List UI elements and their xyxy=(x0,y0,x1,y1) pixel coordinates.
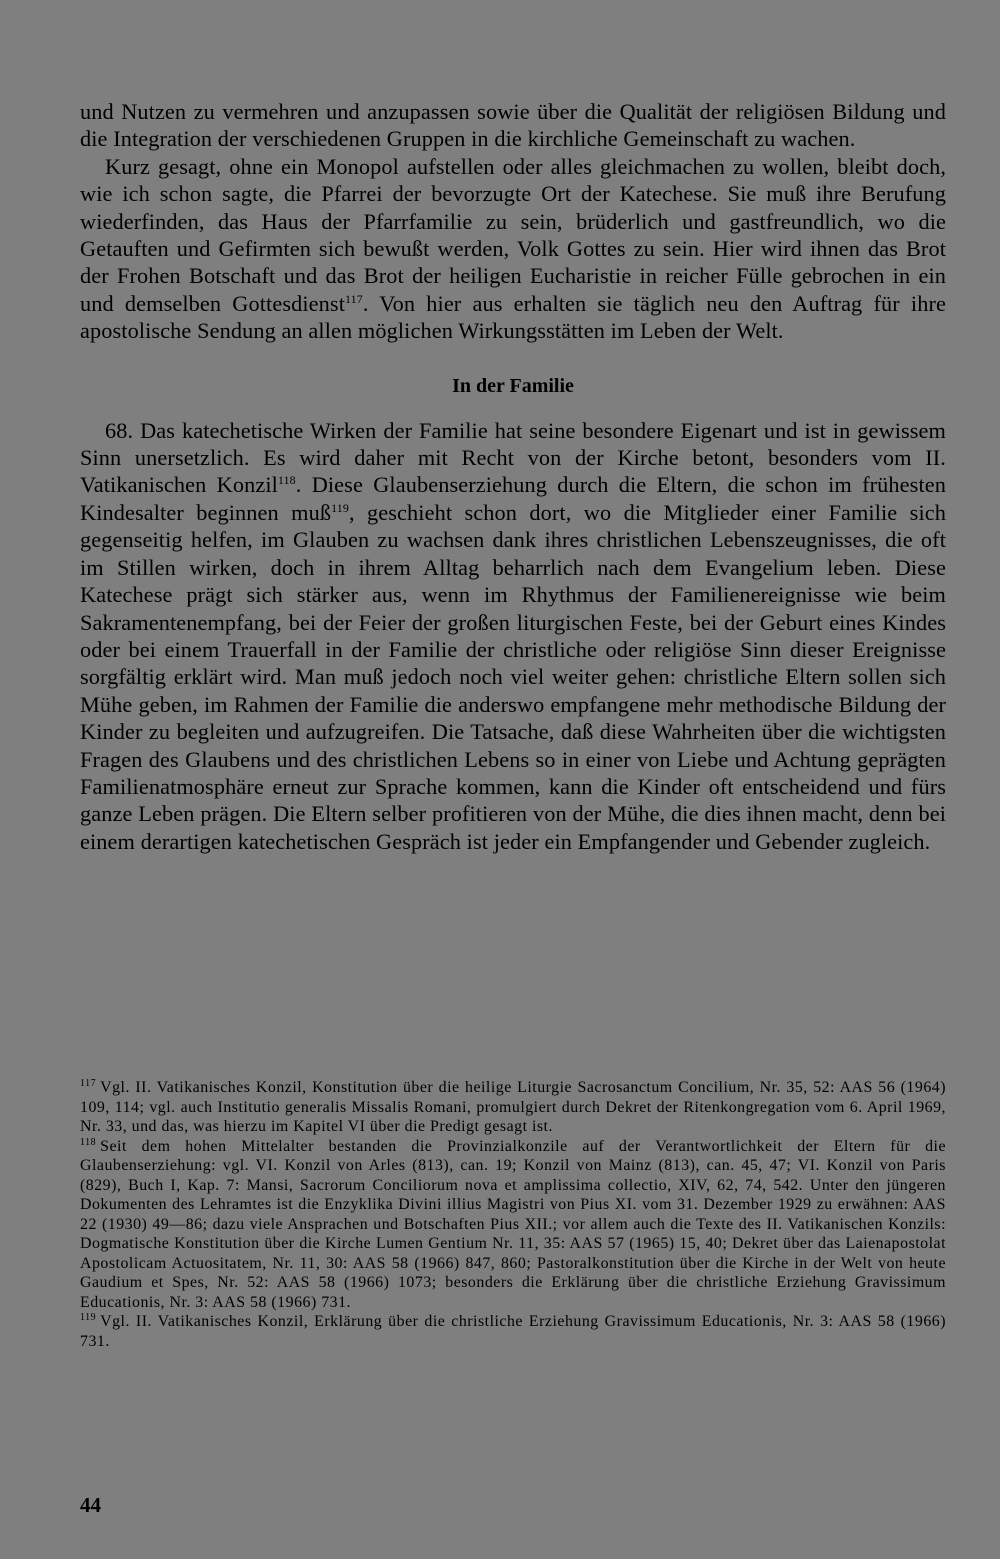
footnote-text: Seit dem hohen Mittelalter bestanden die Provinzialkonzile auf der Verantwortlichkeit der Eltern für die Glaubenserziehung: vgl. VI. Konzil von Arles (813), can. 19; Konzil von Mainz (813), can. 45, 47; VI. Konzil von Paris (829), Buch I, Kap. 7: Mansi, Sacrorum Conciliorum nova et amplissima collectio, XIV, 62, 74, 542. Unter den jüngeren Dokumenten des Lehramtes ist die Enzyklika Divini illius Magistri von Pius XI. vom 31. Dezember 1929 zu erwähnen: AAS 22 (1930) 49—86; dazu viele Ansprachen und Botschaften Pius XII.; vor allem auch die Texte des II. Vatikanischen Konzils: Dogmatische Konstitution über die Kirche Lumen Gentium Nr. 11, 35: AAS 57 (1965) 15, 40; Dekret über das Laienapostolat Apostolicam Actuositatem, Nr. 11, 30: AAS 58 (1966) 847, 860; Pastoralkonstitution über die Kirche in der Welt von heute Gaudium et Spes, Nr. 52: AAS 58 (1966) 1073; besonders die Erklärung über die christliche Erziehung Gravissimum Educationis, Nr. 3: AAS 58 (1966) 731. xyxy=(80,1137,946,1311)
footnote xyxy=(80,1312,946,1351)
footnote-text: Vgl. II. Vatikanisches Konzil, Erklärung über die christliche Erziehung Gravissimum Educationis, Nr. 3: AAS 58 (1966) 731. xyxy=(80,1313,946,1350)
footnote-ref: 118 xyxy=(277,473,296,488)
paragraph-text: Kurz gesagt, ohne ein Monopol aufstellen oder alles gleichmachen zu wollen, bleibt doch, wie ich schon sagte, die Pfarrei der bevorzugte Ort der Katechese. Sie muß ihre Berufung wiederfinden, das Haus der Pfarrfamilie zu sein, brüderlich und gastfreundlich, wo die Getauften und Gefirmten sich bewußt werden, Volk Gottes zu sein. Hier wird ihnen das Brot der Frohen Botschaft und das Brot der heiligen Eucharistie in reicher Fülle gebrochen in ein und demselben Gottesdienst xyxy=(80,153,946,316)
footnote-ref: 117 xyxy=(345,291,363,306)
footnotes xyxy=(80,1078,946,1351)
footnote-ref: 119 xyxy=(331,500,349,515)
main-text xyxy=(80,98,946,855)
paragraph-text: 68. Das katechetische Wirken der Familie hat seine besondere Eigenart und ist in gewissem Sinn unersetzlich. Es wird daher mit Recht von der Kirche betont, besonders vom II. Vatikanischen Konzil xyxy=(80,417,946,498)
footnote xyxy=(80,1078,946,1137)
paragraph-text: und Nutzen zu vermehren und anzupassen sowie über die Qualität der religiösen Bildung und die Integration der verschiedenen Gruppen in die kirchliche Gemeinschaft zu wachen. xyxy=(80,99,946,152)
paragraph-text: . Diese Glaubenserziehung durch die Eltern, die schon im frühesten Kindesalter beginnen muß xyxy=(80,472,946,525)
footnote-number: 117 xyxy=(80,1078,97,1089)
section-heading: In der Familie xyxy=(452,374,574,397)
paragraph-continuation xyxy=(80,98,946,153)
paragraph-parish xyxy=(80,153,946,345)
paragraph-text: . Von hier aus erhalten sie täglich neu den Auftrag für ihre apostolische Sendung an allen möglichen Wirkungsstätten im Leben der Welt. xyxy=(80,290,946,344)
footnote-text: Vgl. II. Vatikanisches Konzil, Konstitution über die heilige Liturgie Sacrosanctum Concilium, Nr. 35, 52: AAS 56 (1964) 109, 114; vgl. auch Institutio generalis Missalis Romani, promulgiert durch Dekret der Ritenkongregation vom 6. April 1969, Nr. 33, und das, was hierzu im Kapitel VI über die Predigt gesagt ist. xyxy=(80,1079,946,1135)
page-number: 44 xyxy=(80,1493,101,1517)
paragraph-text: , geschieht schon dort, wo die Mitglieder einer Familie sich gegenseitig helfen, im Glauben zu wachsen dank ihres christlichen Lebenszeugnisses, die oft im Stillen wirken, doch in ihrem Alltag beharrlich nach dem Evangelium leben. Diese Katechese prägt sich stärker aus, wenn im Rhythmus der Familienereignisse wie beim Sakramentenempfang, bei der Feier der großen liturgischen Feste, bei der Geburt eines Kindes oder bei einem Trauerfall in der Familie der christliche oder religiöse Sinn dieser Ereignisse sorgfältig erklärt wird. Man muß jedoch noch viel weiter gehen: christliche Eltern sollen sich Mühe geben, im Rahmen der Familie die anderswo empfangene mehr methodische Bildung der Kinder zu begleiten und aufzugreifen. Die Tatsache, daß diese Wahrheiten über die wichtigsten Fragen des Glaubens und des christlichen Lebens so in einer von Liebe und Achtung geprägten Familienatmosphäre erneut zur Sprache kommen, kann die Kinder oft entscheidend und fürs ganze Leben prägen. Die Eltern selber profitieren von der Mühe, die dies ihnen macht, denn bei einem derartigen katechetischen Gespräch ist jeder ein Empfangender und Gebender zugleich. xyxy=(80,499,946,854)
footnote-number: 119 xyxy=(80,1312,97,1323)
footnote xyxy=(80,1137,946,1313)
paragraph-family xyxy=(80,417,946,856)
footnote-number: 118 xyxy=(80,1136,97,1148)
